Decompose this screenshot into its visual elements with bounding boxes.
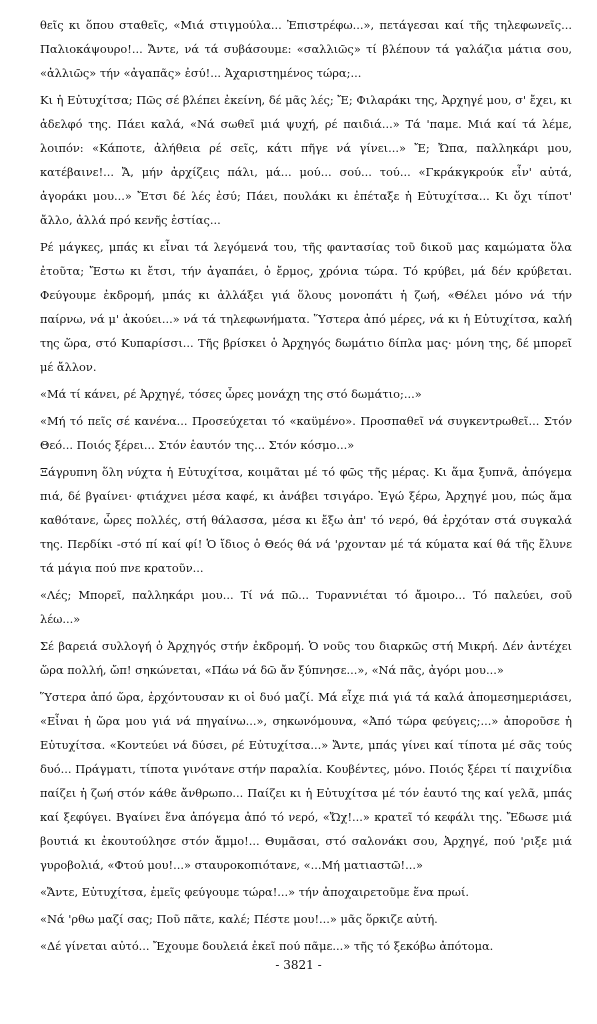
paragraph-1: θεῖς κι ὅπου σταθεῖς, «Μιά στιγμούλα... Ἐπιστρέφω...», πετάγεσαι καί τῆς τηλεφωνεῖς... Παλιοκάψουρο!... Ἄντε, νά τά συβάσουμε: «σαλλιῶς» τί βλέπουν τά γαλάζια μάτια σου, «ἀλλιῶς» τήν «ἀγαπᾶς» ἐσύ!... Ἀχαριστημένος τώρα;... <box>40 18 572 80</box>
paragraph-7: «Λές; Μπορεῖ, παλληκάρι μου... Τί νά πῶ... Τυραννιέται τό ἄμοιρο... Τό παλεύει, σοῦ λέω...» <box>40 588 572 626</box>
paragraph-11: «Νά 'ρθω μαζί σας; Ποῦ πᾶτε, καλέ; Πέστε μου!...» μᾶς ὅρκιζε αὐτή. <box>40 912 438 926</box>
paragraph-2: Κι ἡ Εὐτυχίτσα; Πῶς σέ βλέπει ἐκείνη, δέ μᾶς λές; Ἔ; Φιλαράκι της, Ἀρχηγέ μου, σ' ἔχει, κι ἀδελφό της. Πάει καλά, «Νά σωθεῖ μιά ψυχή, ρέ παιδιά...» Τά 'παμε. Μιά καί τά λέμε, λοιπόν: «Κάποτε, ἀλήθεια ρέ σεῖς, κάτι πῆγε νά γίνει...» Ἔ; Ὤπα, παλληκάρι μου, κατέβαινε!... Ἄ, μήν ἀρχίζεις πάλι, μά... μού... σού... τού... «Γκράκγκρούκ εἶν' αὐτά, ἀγοράκι μου...» Ἔτσι δέ λές ἐσύ; Πάει, πουλάκι κι ἐπέταξε ἡ Εὐτυχίτσα... Κι ὄχι τίποτ' ἄλλο, ἀλλά πρό κενῆς ἑστίας... <box>40 93 572 227</box>
paragraph-5: «Μή τό πεῖς σέ κανένα... Προσεύχεται τό «καϋμένο». Προσπαθεῖ νά συγκεντρωθεῖ... Στόν Θεό... Ποιός ξέρει... Στόν ἑαυτόν της... Στόν κόσμο...» <box>40 414 572 452</box>
paragraph-8: Σέ βαρειά συλλογή ὁ Ἀρχηγός στήν ἐκδρομή. Ὁ νοῦς του διαρκῶς στή Μικρή. Δέν ἀντέχει ὥρα πολλή, ὤπ! σηκώνεται, «Πάω νά δῶ ἄν ξύπνησε...», «Νά πᾶς, ἀγόρι μου...» <box>40 639 572 677</box>
paragraph-12: «Δέ γίνεται αὐτό... Ἔχουμε δουλειά ἐκεῖ πού πᾶμε...» τῆς τό ξεκόβω ἀπότομα. <box>40 939 494 953</box>
paragraph-4: «Μά τί κάνει, ρέ Ἀρχηγέ, τόσες ὧρες μονάχη της στό δωμάτιο;...» <box>40 387 422 401</box>
paragraph-10: «Ἄντε, Εὐτυχίτσα, ἐμεῖς φεύγουμε τώρα!...» τήν ἀποχαιρετοῦμε ἕνα πρωί. <box>40 885 470 899</box>
body-text <box>40 13 572 961</box>
page-number: - 3821 - <box>275 958 322 972</box>
paragraph-3: Ρέ μάγκες, μπάς κι εἶναι τά λεγόμενά του, τῆς φαντασίας τοῦ δικοῦ μας καμώματα ὅλα ἐτοῦτα; Ἔστω κι ἔτσι, τήν ἀγαπάει, ὁ ἔρμος, χρόνια τώρα. Τό κρύβει, μά δέν κρύβεται. Φεύγουμε ἐκδρομή, μπάς κι ἀλλάξει γιά ὅλους μονοπάτι ἡ ζωή, «Θέλει μόνο νά τήν παίρνω, νά μ' ἀκούει...» νά τά τηλεφωνήματα. Ὕστερα ἀπό μέρες, νά κι ἡ Εὐτυχίτσα, καλή της ὥρα, στό Κυπαρίσσι... Τῆς βρίσκει ὁ Ἀρχηγός δωμάτιο δίπλα μας· μόνη της, δέ μπορεῖ μέ ἄλλον. <box>40 240 572 374</box>
paragraph-6: Ξάγρυπνη ὅλη νύχτα ἡ Εὐτυχίτσα, κοιμᾶται μέ τό φῶς τῆς μέρας. Κι ἅμα ξυπνᾶ, ἀπόγεμα πιά, δέ βγαίνει· φτιάχνει μέσα καφέ, κι ἀνάβει τσιγάρο. Ἐγώ ξέρω, Ἀρχηγέ μου, πώς ἅμα καθότανε, ὧρες πολλές, στή θάλασσα, μέσα κι ἔξω ἀπ' τό νερό, θά ἐρχόταν στά συγκαλά της. Περδίκι -στό πί καί φί! Ὁ ἴδιος ὁ Θεός θά νά 'ρχονταν μέ τά κύματα καί θά τῆς ἔλυνε τά μάγια πού πνε κρατοῦν... <box>40 465 572 575</box>
paragraph-9: Ὕστερα ἀπό ὥρα, ἐρχόντουσαν κι οἱ δυό μαζί. Μά εἶχε πιά γιά τά καλά ἀπομεσημεριάσει, «Εἶναι ἡ ὥρα μου γιά νά πηγαίνω...», σηκωνόμουνα, «Ἀπό τώρα φεύγεις;...» ἀποροῦσε ἡ Εὐτυχίτσα. «Κοντεύει νά δύσει, ρέ Εὐτυχίτσα...» Ἄντε, μπάς γίνει καί τίποτα μέ σᾶς τούς δυό... Πράγματι, τίποτα γινότανε στήν παραλία. Κουβέντες, μόνο. Ποιός ξέρει τί παιχνίδια παίζει ἡ ζωή στόν κάθε ἄνθρωπο... Παίζει κι ἡ Εὐτυχίτσα μέ τόν ἑαυτό της καί γελᾶ, μπάς καί ξεφύγει. Βγαίνει ἕνα ἀπόγεμα ἀπό τό νερό, «Ὤχ!...» κρατεῖ τό κεφάλι της. Ἔδωσε μιά βουτιά κι ἐκουτούλησε στόν ἄμμο!... Θυμᾶσαι, στό σαλονάκι σου, Ἀρχηγέ, πού 'ριξε μιά γυροβολιά, «Φτού μου!...» σταυροκοπιότανε, «...Μή ματιαστῶ!...» <box>40 690 572 872</box>
